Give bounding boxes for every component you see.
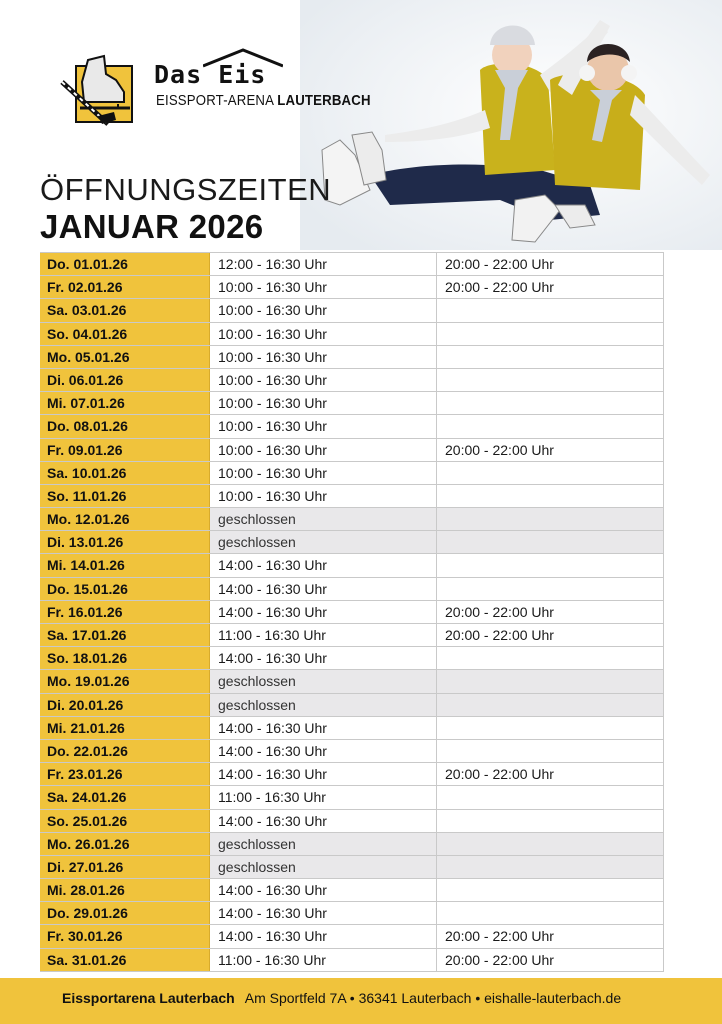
table-row — [40, 902, 664, 925]
time-slot-2-cell: 20:00 - 22:00 Uhr — [437, 949, 664, 971]
time-slot-2-cell — [437, 392, 664, 414]
time-slot-2-cell — [437, 462, 664, 484]
time-slot-2-cell — [437, 810, 664, 832]
date-cell: Di. 13.01.26 — [40, 531, 210, 553]
time-slot-2-cell — [437, 485, 664, 507]
time-slot-1-cell: geschlossen — [210, 508, 437, 530]
heading-opening-hours: ÖFFNUNGSZEITEN — [40, 172, 332, 207]
date-cell: So. 18.01.26 — [40, 647, 210, 669]
time-slot-2-cell — [437, 346, 664, 368]
date-cell: Sa. 31.01.26 — [40, 949, 210, 971]
date-cell: Fr. 16.01.26 — [40, 601, 210, 623]
date-cell: Sa. 17.01.26 — [40, 624, 210, 646]
time-slot-1-cell: geschlossen — [210, 531, 437, 553]
time-slot-2-cell — [437, 369, 664, 391]
time-slot-2-cell: 20:00 - 22:00 Uhr — [437, 624, 664, 646]
time-slot-1-cell: 10:00 - 16:30 Uhr — [210, 346, 437, 368]
time-slot-1-cell: 14:00 - 16:30 Uhr — [210, 902, 437, 924]
time-slot-1-cell: 14:00 - 16:30 Uhr — [210, 647, 437, 669]
heading-month: JANUAR 2026 — [40, 208, 264, 245]
date-cell: Di. 20.01.26 — [40, 694, 210, 716]
time-slot-1-cell: 10:00 - 16:30 Uhr — [210, 439, 437, 461]
time-slot-1-cell: 12:00 - 16:30 Uhr — [210, 253, 437, 275]
table-row — [40, 578, 664, 601]
table-row — [40, 485, 664, 508]
time-slot-1-cell: 14:00 - 16:30 Uhr — [210, 717, 437, 739]
time-slot-1-cell: 14:00 - 16:30 Uhr — [210, 740, 437, 762]
logo-title: Das Eis — [154, 60, 267, 89]
time-slot-2-cell: 20:00 - 22:00 Uhr — [437, 253, 664, 275]
time-slot-2-cell — [437, 717, 664, 739]
date-cell: Mo. 26.01.26 — [40, 833, 210, 855]
date-cell: So. 11.01.26 — [40, 485, 210, 507]
date-cell: Mi. 07.01.26 — [40, 392, 210, 414]
time-slot-2-cell — [437, 740, 664, 762]
table-row — [40, 670, 664, 693]
time-slot-1-cell: 11:00 - 16:30 Uhr — [210, 786, 437, 808]
date-cell: Mo. 19.01.26 — [40, 670, 210, 692]
date-cell: Di. 06.01.26 — [40, 369, 210, 391]
time-slot-1-cell: geschlossen — [210, 833, 437, 855]
date-cell: Mi. 14.01.26 — [40, 554, 210, 576]
date-cell: Mi. 21.01.26 — [40, 717, 210, 739]
table-row — [40, 763, 664, 786]
table-row — [40, 601, 664, 624]
table-row — [40, 740, 664, 763]
time-slot-2-cell — [437, 299, 664, 321]
date-cell: Do. 29.01.26 — [40, 902, 210, 924]
logo-subtitle-strong: LAUTERBACH — [277, 92, 371, 109]
time-slot-1-cell: 10:00 - 16:30 Uhr — [210, 299, 437, 321]
table-row — [40, 253, 664, 276]
date-cell: Fr. 02.01.26 — [40, 276, 210, 298]
date-cell: Fr. 09.01.26 — [40, 439, 210, 461]
time-slot-2-cell — [437, 833, 664, 855]
date-cell: Fr. 23.01.26 — [40, 763, 210, 785]
time-slot-1-cell: 14:00 - 16:30 Uhr — [210, 763, 437, 785]
date-cell: So. 04.01.26 — [40, 323, 210, 345]
time-slot-2-cell — [437, 647, 664, 669]
date-cell: Do. 08.01.26 — [40, 415, 210, 437]
table-row — [40, 717, 664, 740]
time-slot-1-cell: 11:00 - 16:30 Uhr — [210, 949, 437, 971]
table-row — [40, 276, 664, 299]
date-cell: Sa. 24.01.26 — [40, 786, 210, 808]
table-row — [40, 694, 664, 717]
time-slot-1-cell: geschlossen — [210, 670, 437, 692]
time-slot-1-cell: 10:00 - 16:30 Uhr — [210, 369, 437, 391]
table-row — [40, 624, 664, 647]
table-row — [40, 462, 664, 485]
schedule-table — [40, 252, 664, 972]
time-slot-2-cell — [437, 323, 664, 345]
table-row — [40, 925, 664, 948]
table-row — [40, 647, 664, 670]
time-slot-1-cell: geschlossen — [210, 694, 437, 716]
date-cell: Sa. 03.01.26 — [40, 299, 210, 321]
footer-name: Eissportarena Lauterbach — [62, 990, 235, 1006]
time-slot-1-cell: 10:00 - 16:30 Uhr — [210, 485, 437, 507]
logo-subtitle — [156, 92, 371, 109]
table-row — [40, 508, 664, 531]
time-slot-1-cell: 10:00 - 16:30 Uhr — [210, 462, 437, 484]
time-slot-2-cell: 20:00 - 22:00 Uhr — [437, 601, 664, 623]
footer — [0, 978, 722, 1024]
skate-logo-icon — [58, 52, 136, 130]
table-row — [40, 346, 664, 369]
time-slot-2-cell — [437, 902, 664, 924]
time-slot-1-cell: 14:00 - 16:30 Uhr — [210, 925, 437, 947]
table-row — [40, 531, 664, 554]
time-slot-2-cell — [437, 531, 664, 553]
time-slot-2-cell — [437, 554, 664, 576]
table-row — [40, 369, 664, 392]
date-cell: Do. 22.01.26 — [40, 740, 210, 762]
date-cell: So. 25.01.26 — [40, 810, 210, 832]
table-row — [40, 833, 664, 856]
time-slot-1-cell: 11:00 - 16:30 Uhr — [210, 624, 437, 646]
time-slot-1-cell: 10:00 - 16:30 Uhr — [210, 415, 437, 437]
date-cell: Mi. 28.01.26 — [40, 879, 210, 901]
time-slot-1-cell: 14:00 - 16:30 Uhr — [210, 578, 437, 600]
time-slot-1-cell: 14:00 - 16:30 Uhr — [210, 810, 437, 832]
time-slot-2-cell: 20:00 - 22:00 Uhr — [437, 925, 664, 947]
time-slot-2-cell — [437, 415, 664, 437]
time-slot-2-cell — [437, 786, 664, 808]
time-slot-1-cell: 14:00 - 16:30 Uhr — [210, 601, 437, 623]
time-slot-1-cell: 10:00 - 16:30 Uhr — [210, 392, 437, 414]
table-row — [40, 392, 664, 415]
date-cell: Sa. 10.01.26 — [40, 462, 210, 484]
table-row — [40, 856, 664, 879]
table-row — [40, 879, 664, 902]
time-slot-2-cell: 20:00 - 22:00 Uhr — [437, 276, 664, 298]
table-row — [40, 949, 664, 972]
time-slot-1-cell: 10:00 - 16:30 Uhr — [210, 323, 437, 345]
time-slot-2-cell: 20:00 - 22:00 Uhr — [437, 439, 664, 461]
table-row — [40, 554, 664, 577]
date-cell: Fr. 30.01.26 — [40, 925, 210, 947]
date-cell: Do. 15.01.26 — [40, 578, 210, 600]
time-slot-2-cell — [437, 856, 664, 878]
time-slot-2-cell — [437, 508, 664, 530]
time-slot-2-cell — [437, 578, 664, 600]
time-slot-1-cell: geschlossen — [210, 856, 437, 878]
date-cell: Do. 01.01.26 — [40, 253, 210, 275]
time-slot-2-cell — [437, 879, 664, 901]
date-cell: Di. 27.01.26 — [40, 856, 210, 878]
footer-address: Am Sportfeld 7A • 36341 Lauterbach • eishalle-lauterbach.de — [244, 990, 622, 1006]
table-row — [40, 786, 664, 809]
date-cell: Mo. 12.01.26 — [40, 508, 210, 530]
date-cell: Mo. 05.01.26 — [40, 346, 210, 368]
table-row — [40, 415, 664, 438]
time-slot-2-cell: 20:00 - 22:00 Uhr — [437, 763, 664, 785]
table-row — [40, 439, 664, 462]
skaters-photo — [300, 0, 722, 250]
logo-subtitle-prefix: EISSPORT-ARENA — [156, 92, 274, 109]
table-row — [40, 810, 664, 833]
table-row — [40, 323, 664, 346]
time-slot-1-cell: 14:00 - 16:30 Uhr — [210, 879, 437, 901]
table-row — [40, 299, 664, 322]
time-slot-2-cell — [437, 694, 664, 716]
time-slot-1-cell: 14:00 - 16:30 Uhr — [210, 554, 437, 576]
logo — [58, 48, 371, 138]
time-slot-2-cell — [437, 670, 664, 692]
time-slot-1-cell: 10:00 - 16:30 Uhr — [210, 276, 437, 298]
